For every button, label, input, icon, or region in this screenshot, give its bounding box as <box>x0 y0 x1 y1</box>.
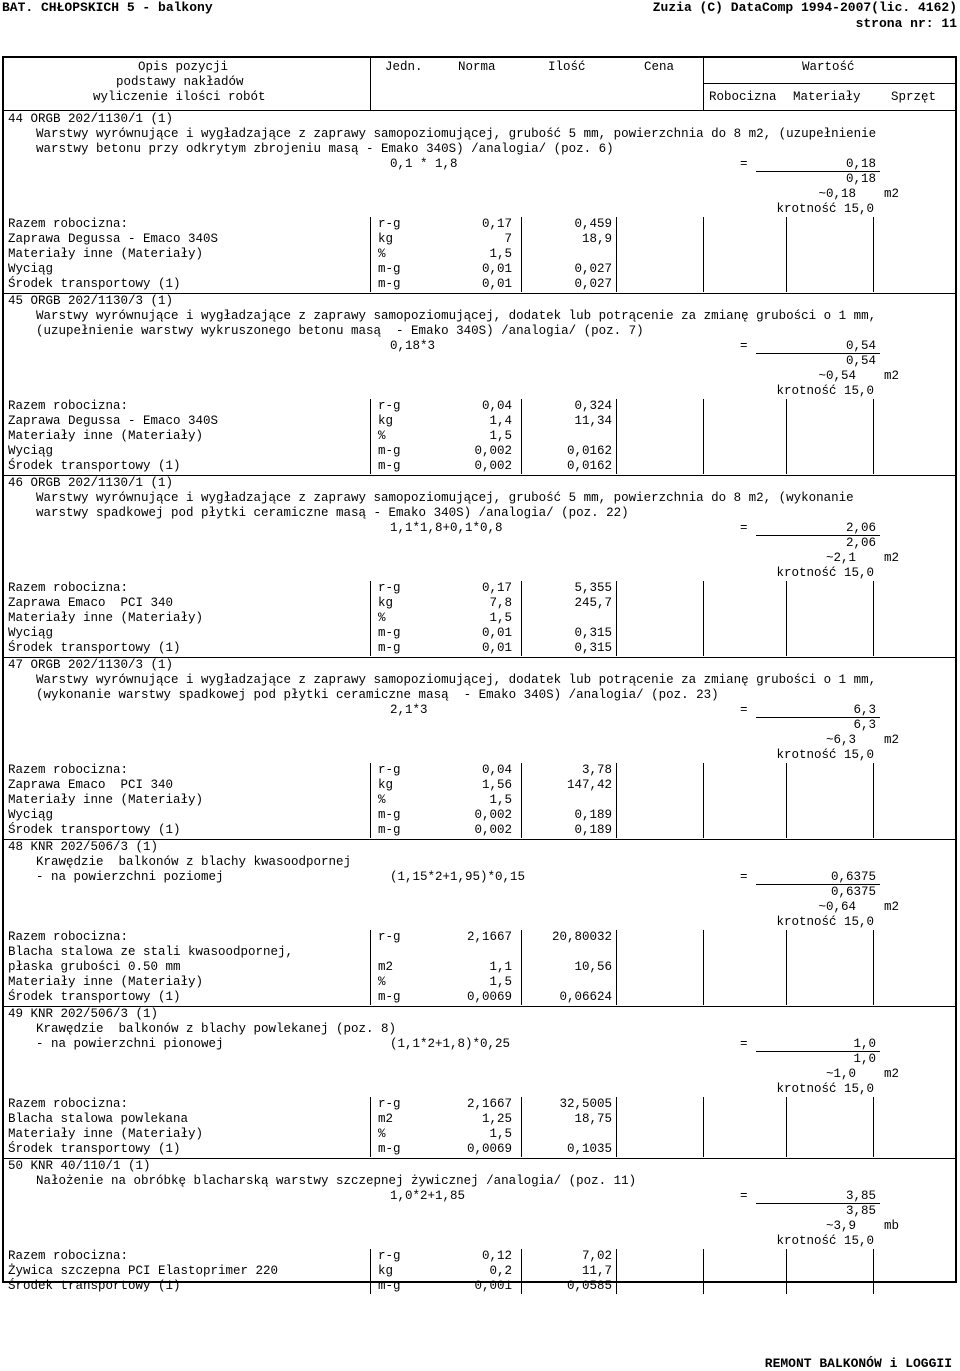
resource-name: Zaprawa Degussa - Emaco 340S <box>8 414 219 428</box>
resource-ilosc: 3,78 <box>581 763 612 777</box>
resource-ilosc: 0,324 <box>574 399 612 413</box>
sum-value: 6,3 <box>853 718 876 732</box>
formula-value: 3,85 <box>845 1189 876 1203</box>
resource-name: Razem robocizna: <box>8 217 129 231</box>
formula-label: - na powierzchni poziomej <box>36 870 224 884</box>
grid-column <box>370 399 371 474</box>
resource-unit: m-g <box>378 641 401 655</box>
resource-unit: m2 <box>378 1112 394 1126</box>
krotnosc-label: krotność 15,0 <box>776 748 874 762</box>
resource-unit: r-g <box>378 930 401 944</box>
approx-value: ~0,18 <box>818 187 856 201</box>
resource-name: Materiały inne (Materiały) <box>8 975 204 989</box>
position-head: 44 ORGB 202/1130/1 (1) <box>8 112 174 126</box>
grid-column <box>521 217 522 292</box>
equals-sign: = <box>740 1189 748 1203</box>
resource-unit: m-g <box>378 444 401 458</box>
position-description: (uzupełnienie warstwy wykruszonego betonu masą - Emako 340S) /analogia/ (poz. 7) <box>36 324 644 338</box>
col-divider <box>703 83 955 84</box>
resource-unit: m-g <box>378 808 401 822</box>
grid-column <box>616 399 617 474</box>
resource-name: Zaprawa Emaco PCI 340 <box>8 778 174 792</box>
grid-column <box>616 581 617 656</box>
resource-norma: 1,5 <box>489 247 512 261</box>
resource-unit: r-g <box>378 763 401 777</box>
header-rule <box>4 110 957 111</box>
resource-unit: % <box>378 1127 386 1141</box>
resource-name: Materiały inne (Materiały) <box>8 1127 204 1141</box>
krotnosc-label: krotność 15,0 <box>776 1234 874 1248</box>
position-description: warstwy spadkowej pod płytki ceramiczne masą - Emako 340S) /analogia/ (poz. 22) <box>36 506 629 520</box>
resource-norma: 0,01 <box>481 277 512 291</box>
resource-norma: 1,5 <box>489 793 512 807</box>
grid-column <box>703 1097 704 1157</box>
resource-ilosc: 10,56 <box>574 960 612 974</box>
col-opis-1: Opis pozycji <box>138 60 229 74</box>
position-head: 47 ORGB 202/1130/3 (1) <box>8 658 174 672</box>
resource-norma: 1,5 <box>489 429 512 443</box>
resource-name: Środek transportowy (1) <box>8 990 181 1004</box>
resource-unit: kg <box>378 1264 394 1278</box>
grid-column <box>370 1097 371 1157</box>
krotnosc-label: krotność 15,0 <box>776 384 874 398</box>
unit-label: m2 <box>884 551 900 565</box>
resource-name: Wyciąg <box>8 444 54 458</box>
col-norma: Norma <box>458 60 496 74</box>
resource-unit: kg <box>378 232 394 246</box>
col-robocizna: Robocizna <box>709 90 777 104</box>
position-description: Nałożenie na obróbkę blacharską warstwy szczepnej żywicznej /analogia/ (poz. 11) <box>36 1174 637 1188</box>
formula-value: 0,18 <box>845 157 876 171</box>
col-sprzet: Sprzęt <box>891 90 937 104</box>
resource-ilosc: 0,315 <box>574 626 612 640</box>
grid-column <box>786 217 787 292</box>
grid-column <box>616 1097 617 1157</box>
resource-name: Zaprawa Emaco PCI 340 <box>8 596 174 610</box>
approx-value: ~0,54 <box>818 369 856 383</box>
resource-name: Żywica szczepna PCI Elastoprimer 220 <box>8 1264 279 1278</box>
resource-norma: 0,002 <box>474 459 512 473</box>
document-title: BAT. CHŁOPSKICH 5 - balkony <box>2 0 213 15</box>
col-divider <box>370 58 371 110</box>
resource-name: Razem robocizna: <box>8 399 129 413</box>
grid-column <box>616 930 617 1005</box>
page-indicator <box>856 16 957 31</box>
grid-column <box>521 399 522 474</box>
resource-norma: 0,0069 <box>466 1142 512 1156</box>
grid-column <box>786 763 787 838</box>
resource-name: Blacha stalowa powlekana <box>8 1112 189 1126</box>
formula: 2,1*3 <box>390 703 428 717</box>
approx-value: ~6,3 <box>825 733 856 747</box>
resource-norma: 0,17 <box>481 217 512 231</box>
unit-label: mb <box>884 1219 900 1233</box>
grid-column <box>521 1249 522 1294</box>
resource-ilosc: 0,315 <box>574 641 612 655</box>
col-materialy: Materiały <box>793 90 861 104</box>
grid-column <box>703 399 704 474</box>
resource-ilosc: 32,5005 <box>559 1097 612 1111</box>
resource-name: Blacha stalowa ze stali kwasoodpornej, <box>8 945 294 959</box>
grid-column <box>616 217 617 292</box>
formula: 0,18*3 <box>390 339 436 353</box>
col-jedn: Jedn. <box>385 60 423 74</box>
grid-column <box>786 1249 787 1294</box>
resource-unit: kg <box>378 596 394 610</box>
resource-unit: % <box>378 247 386 261</box>
footer-label: REMONT BALKONÓW i LOGGII <box>764 1356 952 1371</box>
position-head: 49 KNR 202/506/3 (1) <box>8 1007 159 1021</box>
position-description: Krawędzie balkonów z blachy powlekanej (poz. 8) <box>36 1022 397 1036</box>
grid-column <box>616 763 617 838</box>
resource-norma: 1,4 <box>489 414 512 428</box>
resource-ilosc: 18,9 <box>581 232 612 246</box>
grid-column <box>786 1097 787 1157</box>
resource-name: Środek transportowy (1) <box>8 1142 181 1156</box>
krotnosc-label: krotność 15,0 <box>776 1082 874 1096</box>
formula: (1,1*2+1,8)*0,25 <box>390 1037 511 1051</box>
grid-column <box>703 1249 704 1294</box>
formula-value: 6,3 <box>853 703 876 717</box>
resource-ilosc: 0,1035 <box>566 1142 612 1156</box>
resource-unit: r-g <box>378 1097 401 1111</box>
resource-ilosc: 245,7 <box>574 596 612 610</box>
grid-column <box>370 1249 371 1294</box>
sum-value: 0,54 <box>845 354 876 368</box>
resource-unit: r-g <box>378 399 401 413</box>
resource-ilosc: 0,459 <box>574 217 612 231</box>
equals-sign: = <box>740 703 748 717</box>
resource-unit: % <box>378 975 386 989</box>
resource-name: Materiały inne (Materiały) <box>8 429 204 443</box>
resource-norma: 7,8 <box>489 596 512 610</box>
resource-norma: 0,04 <box>481 763 512 777</box>
resource-unit: m-g <box>378 626 401 640</box>
sum-value: 3,85 <box>845 1204 876 1218</box>
resource-unit: r-g <box>378 217 401 231</box>
equals-sign: = <box>740 1037 748 1051</box>
resource-ilosc: 11,34 <box>574 414 612 428</box>
col-opis-2: podstawy nakładów <box>116 75 244 89</box>
col-wartosc: Wartość <box>802 60 855 74</box>
position-head: 46 ORGB 202/1130/1 (1) <box>8 476 174 490</box>
grid-column <box>873 1249 874 1294</box>
resource-norma: 1,5 <box>489 975 512 989</box>
resource-norma: 7 <box>504 232 512 246</box>
position-description: (wykonanie warstwy spadkowej pod płytki ceramiczne masą - Emako 340S) /analogia/ (poz. 23) <box>36 688 719 702</box>
grid-column <box>873 930 874 1005</box>
grid-column <box>370 763 371 838</box>
resource-name: Razem robocizna: <box>8 930 129 944</box>
resource-name: Razem robocizna: <box>8 1097 129 1111</box>
grid-column <box>521 930 522 1005</box>
grid-column <box>873 763 874 838</box>
formula-value: 2,06 <box>845 521 876 535</box>
unit-label: m2 <box>884 1067 900 1081</box>
position-head: 48 KNR 202/506/3 (1) <box>8 840 159 854</box>
formula: (1,15*2+1,95)*0,15 <box>390 870 526 884</box>
formula-value: 0,54 <box>845 339 876 353</box>
grid-column <box>521 763 522 838</box>
position-description: Warstwy wyrównujące i wygładzające z zaprawy samopoziomującej, dodatek lub potrącenie za zmianę grubości o 1 mm, <box>36 309 877 323</box>
resource-unit: % <box>378 429 386 443</box>
col-opis-3: wyliczenie ilości robót <box>93 90 266 104</box>
resource-name: Razem robocizna: <box>8 1249 129 1263</box>
unit-label: m2 <box>884 187 900 201</box>
resource-name: Środek transportowy (1) <box>8 641 181 655</box>
resource-name: Wyciąg <box>8 808 54 822</box>
resource-norma: 0,01 <box>481 641 512 655</box>
resource-unit: % <box>378 611 386 625</box>
grid-column <box>873 217 874 292</box>
unit-label: m2 <box>884 900 900 914</box>
resource-norma: 0,0069 <box>466 990 512 1004</box>
resource-unit: kg <box>378 414 394 428</box>
resource-norma: 1,5 <box>489 1127 512 1141</box>
resource-ilosc: 20,80032 <box>551 930 612 944</box>
formula: 1,0*2+1,85 <box>390 1189 466 1203</box>
sum-value: 0,18 <box>845 172 876 186</box>
copyright-label: Zuzia (C) DataComp 1994-2007(lic. 4162) <box>652 0 957 15</box>
position-description: Warstwy wyrównujące i wygładzające z zaprawy samopoziomującej, grubość 5 mm, powierzchnia do 8 m2, (wykonanie <box>36 491 854 505</box>
grid-column <box>873 399 874 474</box>
position-head: 50 KNR 40/110/1 (1) <box>8 1159 151 1173</box>
approx-value: ~2,1 <box>825 551 856 565</box>
grid-column <box>370 581 371 656</box>
resource-name: Środek transportowy (1) <box>8 277 181 291</box>
grid-column <box>703 763 704 838</box>
resource-name: Wyciąg <box>8 626 54 640</box>
resource-name: Razem robocizna: <box>8 763 129 777</box>
col-cena: Cena <box>644 60 675 74</box>
resource-ilosc: 0,0162 <box>566 444 612 458</box>
resource-unit: m-g <box>378 990 401 1004</box>
grid-column <box>370 217 371 292</box>
unit-label: m2 <box>884 369 900 383</box>
grid-column <box>703 930 704 1005</box>
resource-unit: m-g <box>378 1279 401 1293</box>
sum-value: 1,0 <box>853 1052 876 1066</box>
grid-column <box>786 581 787 656</box>
formula: 1,1*1,8+0,1*0,8 <box>390 521 503 535</box>
equals-sign: = <box>740 870 748 884</box>
formula-value: 1,0 <box>853 1037 876 1051</box>
resource-name: Zaprawa Degussa - Emaco 340S <box>8 232 219 246</box>
resource-ilosc: 0,0585 <box>566 1279 612 1293</box>
resource-ilosc: 147,42 <box>566 778 612 792</box>
resource-unit: % <box>378 793 386 807</box>
resource-norma: 1,5 <box>489 611 512 625</box>
page-label: strona nr: <box>855 16 934 31</box>
approx-value: ~3,9 <box>825 1219 856 1233</box>
resource-norma: 0,12 <box>481 1249 512 1263</box>
resource-ilosc: 0,0162 <box>566 459 612 473</box>
resource-unit: m-g <box>378 262 401 276</box>
resource-norma: 1,1 <box>489 960 512 974</box>
grid-column <box>703 581 704 656</box>
resource-unit: m2 <box>378 960 394 974</box>
grid-column <box>521 581 522 656</box>
resource-ilosc: 7,02 <box>581 1249 612 1263</box>
resource-unit: m-g <box>378 277 401 291</box>
resource-name: płaska grubości 0.50 mm <box>8 960 181 974</box>
grid-column <box>370 930 371 1005</box>
resource-ilosc: 0,189 <box>574 808 612 822</box>
resource-name: Materiały inne (Materiały) <box>8 611 204 625</box>
resource-ilosc: 0,189 <box>574 823 612 837</box>
resource-ilosc: 11,7 <box>581 1264 612 1278</box>
col-divider <box>703 58 704 110</box>
resource-norma: 2,1667 <box>466 1097 512 1111</box>
page-number: 11 <box>941 16 957 31</box>
resource-name: Środek transportowy (1) <box>8 823 181 837</box>
unit-label: m2 <box>884 733 900 747</box>
resource-norma: 0,002 <box>474 823 512 837</box>
formula-value: 0,6375 <box>830 870 876 884</box>
resource-unit: r-g <box>378 581 401 595</box>
resource-ilosc: 0,06624 <box>559 990 612 1004</box>
resource-ilosc: 0,027 <box>574 277 612 291</box>
resource-norma: 0,17 <box>481 581 512 595</box>
resource-name: Wyciąg <box>8 262 54 276</box>
resource-name: Materiały inne (Materiały) <box>8 247 204 261</box>
resource-norma: 0,01 <box>481 262 512 276</box>
resource-norma: 0,01 <box>481 626 512 640</box>
equals-sign: = <box>740 521 748 535</box>
grid-column <box>786 930 787 1005</box>
resource-name: Razem robocizna: <box>8 581 129 595</box>
grid-column <box>703 217 704 292</box>
resource-norma: 0,002 <box>474 444 512 458</box>
approx-value: ~1,0 <box>825 1067 856 1081</box>
position-description: Krawędzie balkonów z blachy kwasoodpornej <box>36 855 352 869</box>
krotnosc-label: krotność 15,0 <box>776 566 874 580</box>
resource-unit: m-g <box>378 823 401 837</box>
sum-value: 2,06 <box>845 536 876 550</box>
resource-name: Środek transportowy (1) <box>8 459 181 473</box>
equals-sign: = <box>740 339 748 353</box>
approx-value: ~0,64 <box>818 900 856 914</box>
grid-column <box>873 581 874 656</box>
position-description: warstwy betonu przy odkrytym zbrojeniu masą - Emako 340S) /analogia/ (poz. 6) <box>36 142 614 156</box>
resource-name: Materiały inne (Materiały) <box>8 793 204 807</box>
grid-column <box>786 399 787 474</box>
formula: 0,1 * 1,8 <box>390 157 458 171</box>
resource-norma: 0,002 <box>474 808 512 822</box>
resource-unit: m-g <box>378 459 401 473</box>
resource-unit: kg <box>378 778 394 792</box>
krotnosc-label: krotność 15,0 <box>776 915 874 929</box>
resource-unit: m-g <box>378 1142 401 1156</box>
resource-norma: 0,04 <box>481 399 512 413</box>
resource-norma: 1,25 <box>481 1112 512 1126</box>
col-ilosc: Ilość <box>548 60 586 74</box>
resource-unit: r-g <box>378 1249 401 1263</box>
resource-norma: 0,001 <box>474 1279 512 1293</box>
equals-sign: = <box>740 157 748 171</box>
sum-value: 0,6375 <box>830 885 876 899</box>
resource-ilosc: 0,027 <box>574 262 612 276</box>
page-header <box>0 0 960 34</box>
krotnosc-label: krotność 15,0 <box>776 202 874 216</box>
grid-column <box>616 1249 617 1294</box>
resource-norma: 2,1667 <box>466 930 512 944</box>
position-head: 45 ORGB 202/1130/3 (1) <box>8 294 174 308</box>
resource-norma: 1,56 <box>481 778 512 792</box>
formula-label: - na powierzchni pionowej <box>36 1037 224 1051</box>
grid-column <box>873 1097 874 1157</box>
resource-name: Środek transportowy (1) <box>8 1279 181 1293</box>
resource-ilosc: 18,75 <box>574 1112 612 1126</box>
grid-column <box>521 1097 522 1157</box>
resource-ilosc: 5,355 <box>574 581 612 595</box>
position-description: Warstwy wyrównujące i wygładzające z zaprawy samopoziomującej, dodatek lub potrącenie za zmianę grubości o 1 mm, <box>36 673 877 687</box>
resource-norma: 0,2 <box>489 1264 512 1278</box>
position-description: Warstwy wyrównujące i wygładzające z zaprawy samopoziomującej, grubość 5 mm, powierzchnia do 8 m2, (uzupełnienie <box>36 127 877 141</box>
